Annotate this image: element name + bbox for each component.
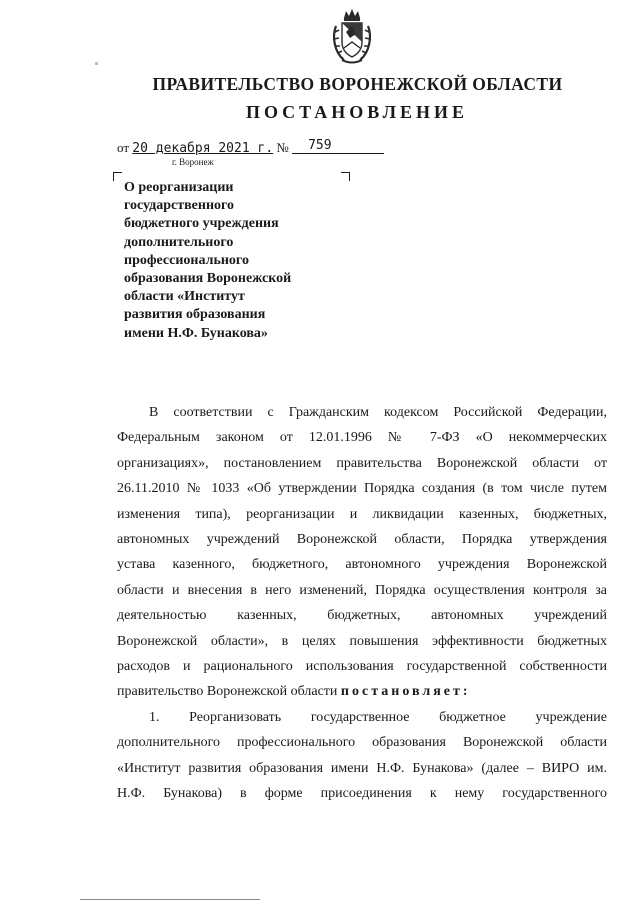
body-line: устава казенного, бюджетного, автономного учреждения Воронежской	[117, 557, 607, 573]
body-text	[117, 400, 607, 807]
resolution-word: постановляет:	[340, 684, 471, 700]
body-line: Федеральным законом от 12.01.1996 № 7-ФЗ «О некоммерческих	[117, 430, 607, 446]
subject-block	[124, 179, 334, 343]
subject-line: образования Воронежской	[124, 271, 292, 287]
subject-line: области «Институт	[124, 289, 245, 305]
body-line: области и внесения в него изменений, Порядка осуществления контроля за	[117, 582, 607, 598]
body-line: Воронежской области», в целях повышения эффективности бюджетных	[117, 633, 607, 649]
document-type-title: ПОСТАНОВЛЕНИЕ	[245, 102, 469, 122]
subject-line: имени Н.Ф. Бунакова»	[124, 325, 268, 341]
resolution-prefix: правительство Воронежской области	[117, 684, 338, 700]
number-sign: №	[276, 140, 289, 155]
subject-corner-mark-left	[113, 172, 122, 181]
date-prefix: от	[117, 140, 130, 155]
body-line: расходов и рационального использования государственной собственности	[117, 659, 607, 675]
dateline	[117, 139, 384, 156]
item-line: 1. Реорганизовать государственное бюджетное учреждение	[149, 709, 607, 725]
subject-line: профессионального	[124, 252, 249, 268]
footer-rule	[80, 899, 260, 900]
body-line: изменения типа), реорганизации и ликвидации казенных, бюджетных,	[117, 506, 607, 522]
subject-line: О реорганизации	[124, 180, 234, 195]
document-number: 759	[308, 138, 332, 153]
subject-line: государственного	[124, 198, 235, 214]
body-line: деятельностью казенных, бюджетных, автономных учреждений	[117, 608, 607, 624]
document-number-field	[292, 139, 384, 154]
body-line: В соответствии с Гражданским кодексом Российской Федерации,	[149, 405, 607, 420]
body-line: автономных учреждений Воронежской области, Порядка утверждения	[117, 532, 607, 548]
item-line: дополнительного профессионального образования Воронежской области	[117, 735, 607, 751]
resolution-line	[117, 679, 607, 704]
body-line: 26.11.2010 № 1033 «Об утверждении Порядка создания (в том числе путем	[117, 481, 607, 497]
body-line: организациях», постановлением правительства Воронежской области от	[117, 455, 607, 471]
item-line: «Институт развития образования имени Н.Ф. Бунакова» (далее – ВИРО им.	[117, 760, 607, 776]
document-date: 20 декабря 2021 г.	[132, 141, 274, 156]
subject-line: бюджетного учреждения	[124, 216, 279, 232]
subject-line: развития образования	[124, 307, 266, 323]
item-line: Н.Ф. Бунакова) в форме присоединения к нему государственного	[117, 786, 607, 802]
subject-line: дополнительного	[124, 234, 234, 250]
organization-title: ПРАВИТЕЛЬСТВО ВОРОНЕЖСКОЙ ОБЛАСТИ	[152, 74, 563, 94]
city-label: г. Воронеж	[172, 157, 214, 167]
coat-of-arms-icon	[330, 8, 374, 66]
subject-corner-mark-right	[341, 172, 350, 181]
scan-speck	[95, 62, 98, 65]
